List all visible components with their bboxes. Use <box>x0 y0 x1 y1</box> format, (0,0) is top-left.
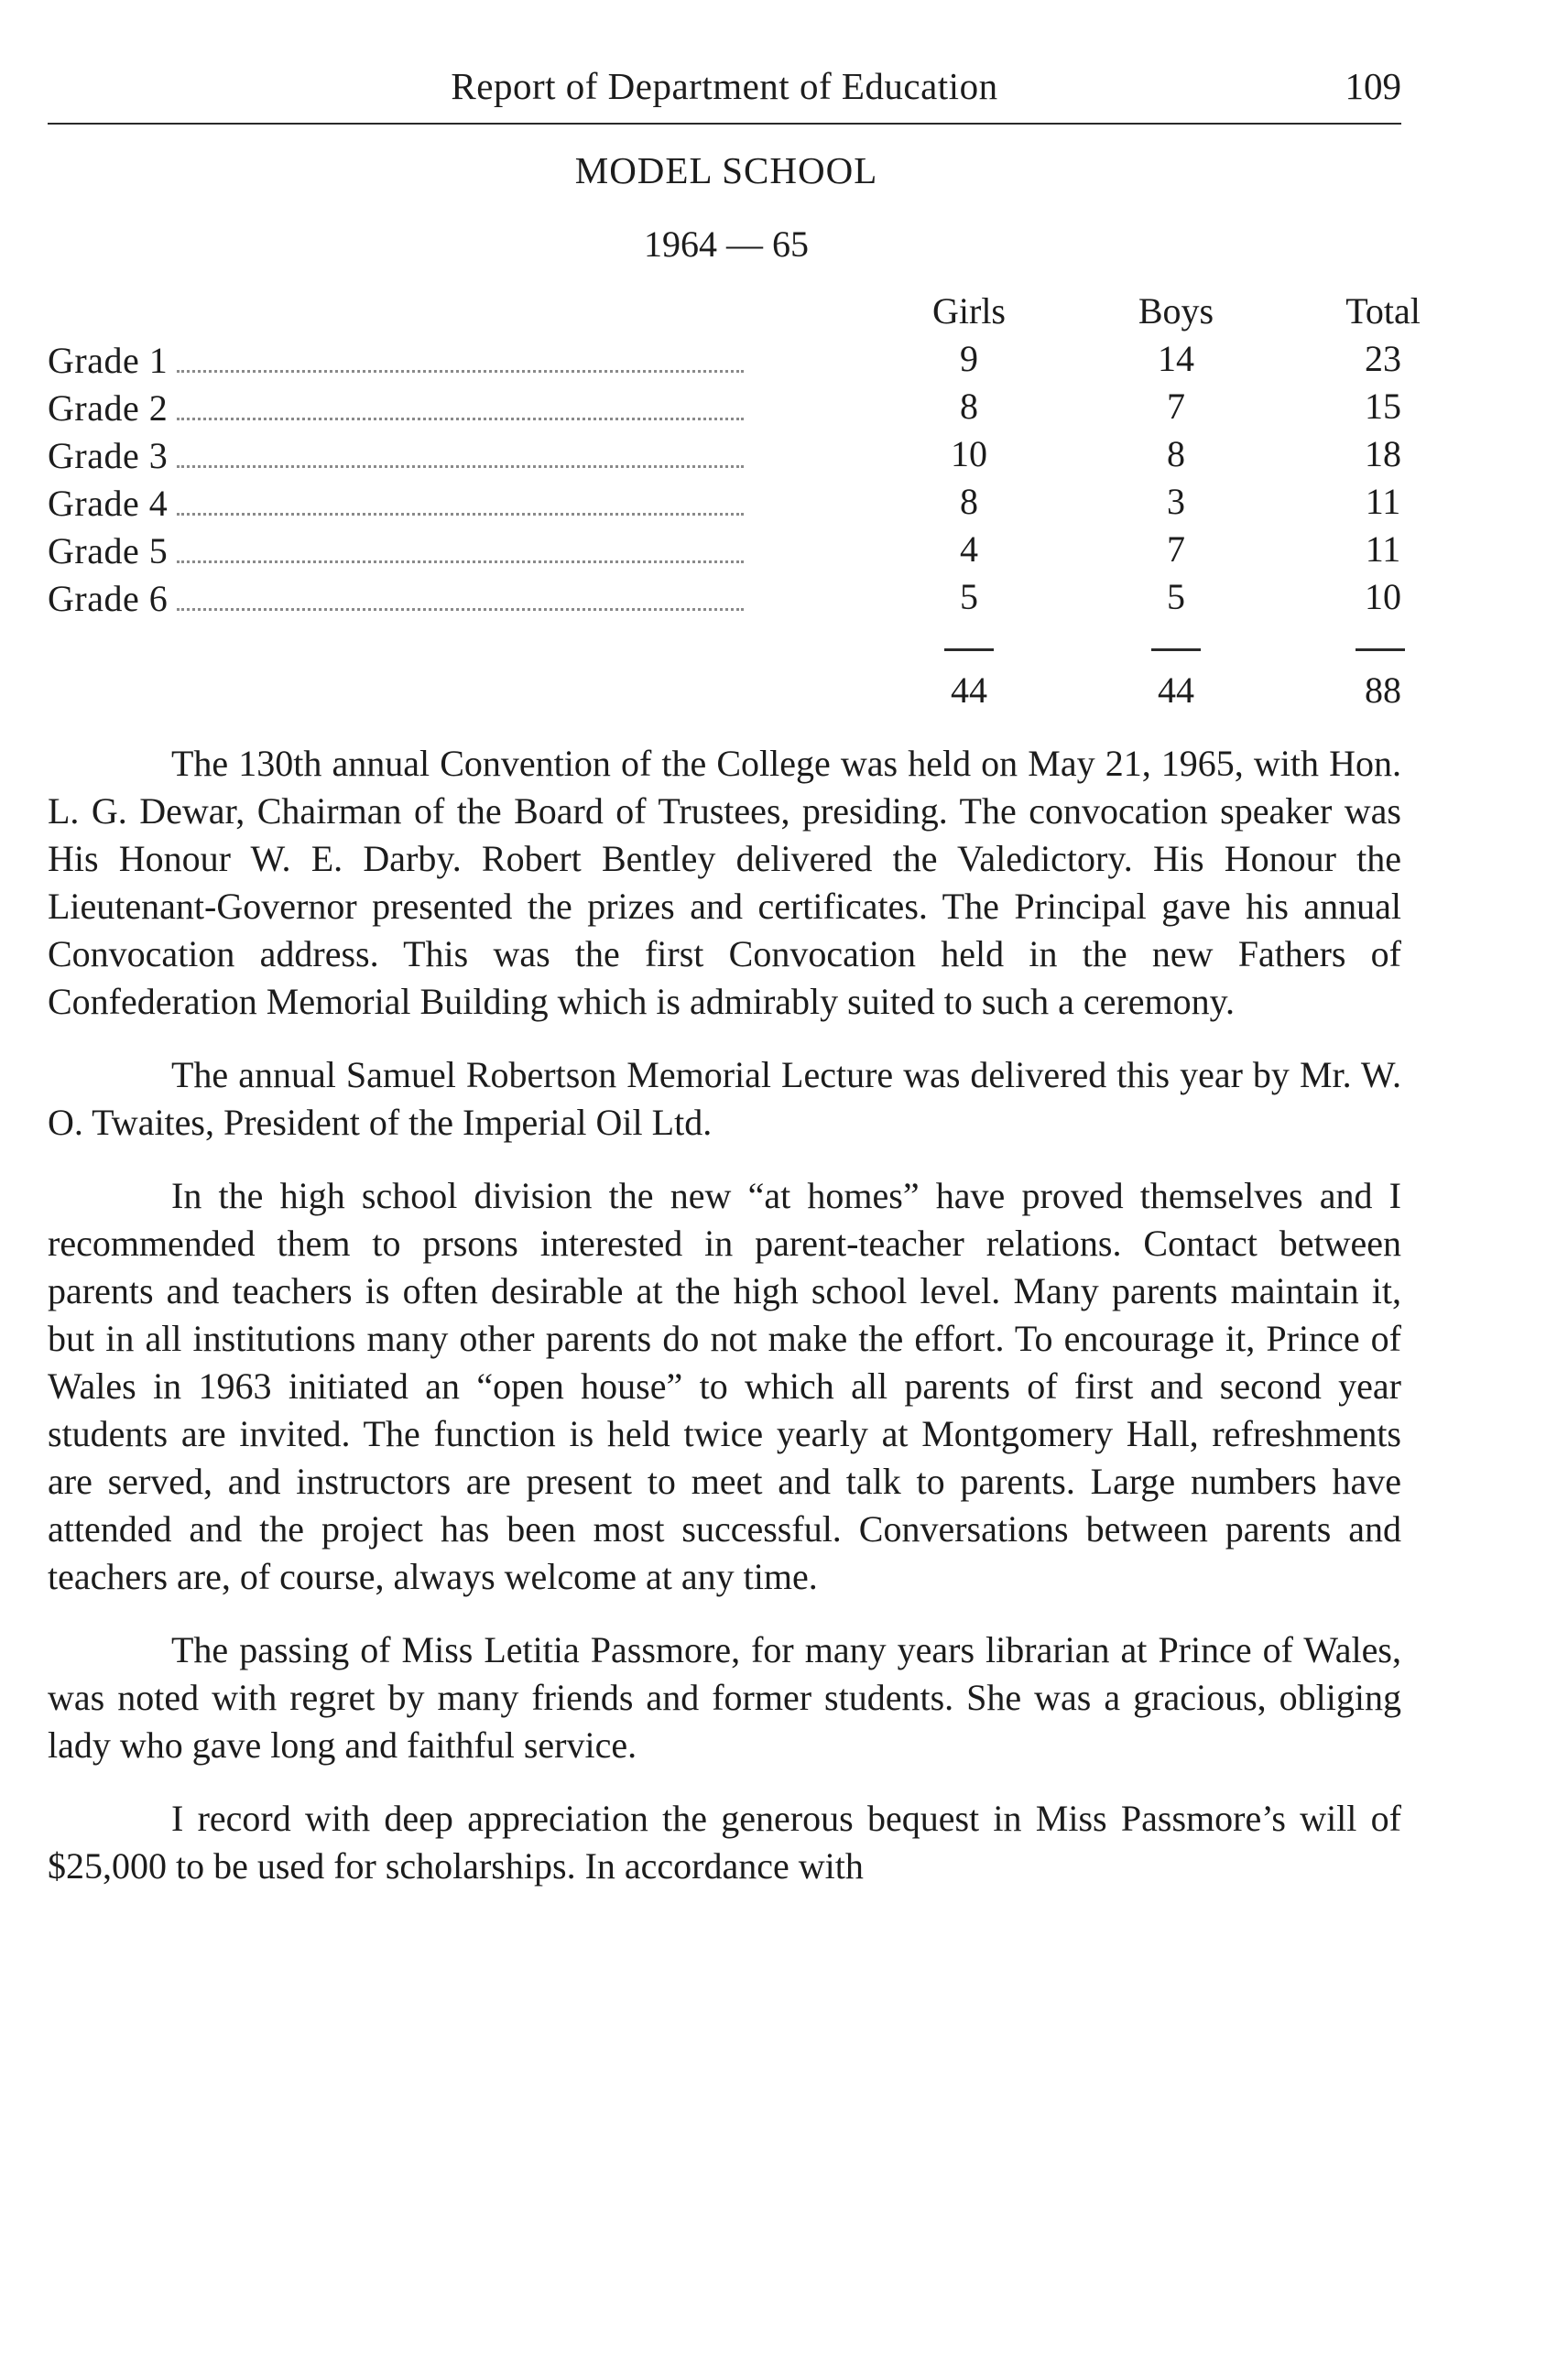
row-label <box>48 432 744 480</box>
sum-rule <box>1151 648 1201 651</box>
dot-leader <box>177 432 744 468</box>
row-label <box>48 480 744 527</box>
section-year: 1964 — 65 <box>644 223 809 265</box>
table-row <box>48 432 1401 480</box>
grade-label: Grade 1 <box>48 340 169 381</box>
grade-label: Grade 6 <box>48 578 169 619</box>
sum-rule-row <box>48 623 1401 669</box>
grade-label: Grade 2 <box>48 387 169 429</box>
total-cell: 11 <box>1365 481 1401 522</box>
table-row <box>48 575 1401 623</box>
page-number: 109 <box>1345 65 1401 107</box>
dot-leader <box>177 480 744 516</box>
running-header <box>48 55 1401 119</box>
row-label <box>48 527 744 575</box>
total-cell: 18 <box>1365 433 1401 474</box>
dot-leader <box>177 337 744 373</box>
grade-label: Grade 4 <box>48 483 169 524</box>
boys-total: 44 <box>1158 669 1194 711</box>
girls-cell: 8 <box>960 481 978 522</box>
table-row <box>48 480 1401 527</box>
girls-cell: 5 <box>960 576 978 617</box>
paragraph-memorial-lecture: The annual Samuel Robertson Memorial Lecture was delivered this year by Mr. W. O. Twaites, President of the Imperial Oil Ltd. <box>48 1054 1401 1143</box>
paragraph-at-homes: In the high school division the new “at homes” have proved themselves and I recommended them to prsons interested in parent-teacher relations. Contact between parents and teachers is often desirable at the high school level. Many parents maintain it, but in all institutions many other parents do not make the effort. To encourage it, Prince of Wales in 1963 initiated an “open house” to which all parents of first and second year students are invited. The function is held twice yearly at Montgomery Hall, refreshments are served, and instructors are present to meet and talk to parents. Large numbers have attended and the project has been most successful. Conversations between parents and teachers are, of course, always welcome at any time. <box>48 1175 1401 1597</box>
boys-cell: 5 <box>1167 576 1185 617</box>
totals-row <box>48 669 1401 716</box>
grade-label: Grade 3 <box>48 435 169 476</box>
girls-cell: 4 <box>960 528 978 570</box>
enrollment-table <box>48 289 1421 716</box>
column-header-total: Total <box>1345 290 1421 332</box>
running-title: Report of Department of Education <box>451 65 998 107</box>
boys-cell: 3 <box>1167 481 1185 522</box>
total-cell: 11 <box>1365 528 1401 570</box>
total-cell: 23 <box>1365 338 1401 379</box>
row-label <box>48 385 744 432</box>
dot-leader <box>177 575 744 611</box>
body-text <box>48 740 1401 1916</box>
paragraph-bequest: I record with deep appreciation the generous bequest in Miss Passmore’s will of $25,000 to be used for scholarships. In accordance with <box>48 1798 1401 1887</box>
dot-leader <box>177 527 744 563</box>
sum-rule <box>944 648 994 651</box>
dot-leader <box>177 385 744 420</box>
grand-total: 88 <box>1365 669 1401 711</box>
table-row <box>48 527 1401 575</box>
paragraph-passmore: The passing of Miss Letitia Passmore, for many years librarian at Prince of Wales, was noted with regret by many friends and former students. She was a gracious, obliging lady who gave long and faithful service. <box>48 1629 1401 1766</box>
total-cell: 10 <box>1365 576 1401 617</box>
row-label <box>48 575 744 623</box>
column-header-girls: Girls <box>932 290 1006 332</box>
table-row <box>48 337 1401 385</box>
boys-cell: 7 <box>1167 528 1185 570</box>
girls-cell: 8 <box>960 386 978 427</box>
boys-cell: 7 <box>1167 386 1185 427</box>
sum-rule <box>1356 648 1405 651</box>
paragraph-convocation: The 130th annual Convention of the College was held on May 21, 1965, with Hon. L. G. Dewar, Chairman of the Board of Trustees, presiding. The convocation speaker was His Honour W. E. Darby. Robert Bentley delivered the Valedictory. His Honour the Lieutenant-Governor presented the prizes and certificates. The Principal gave his annual Convocation address. This was the first Convocation held in the new Fathers of Confederation Memorial Building which is admirably suited to such a ceremony. <box>48 743 1401 1022</box>
girls-cell: 9 <box>960 338 978 379</box>
table-row <box>48 385 1401 432</box>
boys-cell: 14 <box>1158 338 1194 379</box>
header-rule <box>48 123 1401 125</box>
column-header-boys: Boys <box>1138 290 1214 332</box>
table-header-row <box>48 289 1421 337</box>
section-title: MODEL SCHOOL <box>574 149 878 191</box>
row-label <box>48 337 744 385</box>
boys-cell: 8 <box>1167 433 1185 474</box>
total-cell: 15 <box>1365 386 1401 427</box>
girls-cell: 10 <box>951 433 987 474</box>
girls-total: 44 <box>951 669 987 711</box>
grade-label: Grade 5 <box>48 530 169 571</box>
